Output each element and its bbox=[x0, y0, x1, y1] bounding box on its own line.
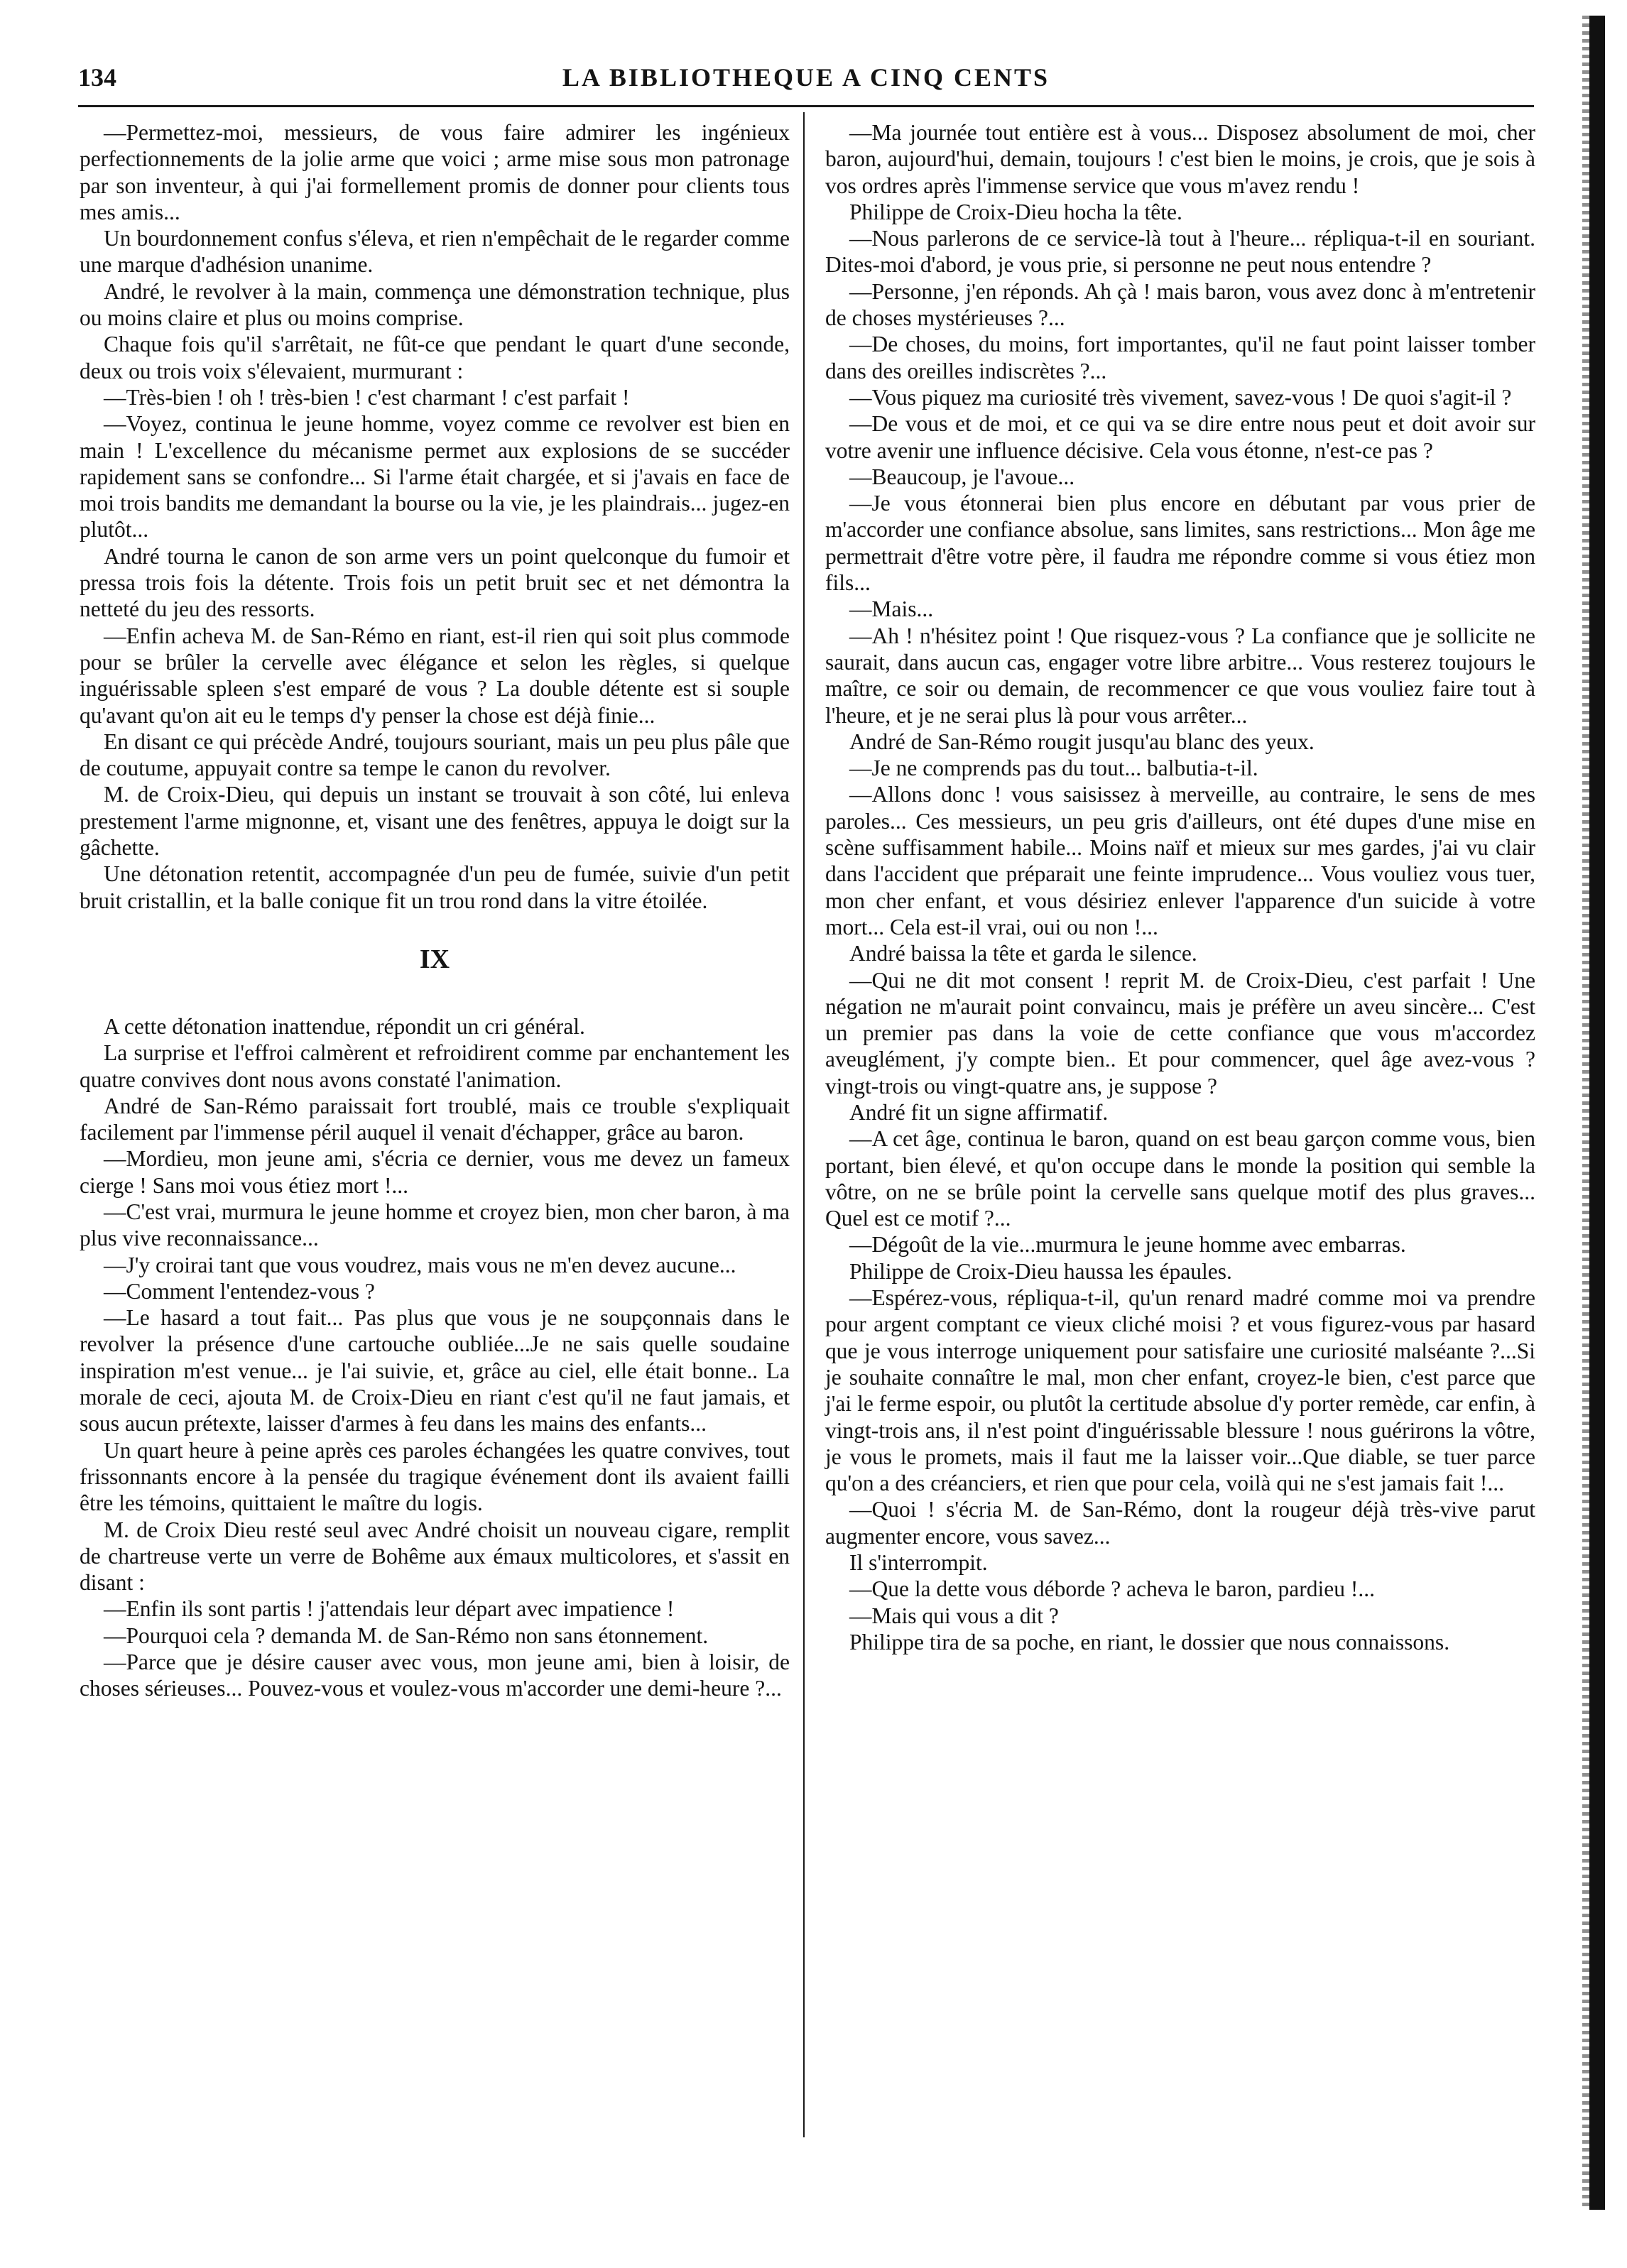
paragraph: —A cet âge, continua le baron, quand on est beau garçon comme vous, bien portant, bien élevé, et qu'on occupe dans le monde la position qui semble la vôtre, on ne se brûle point la cervelle sans quelque motif des plus graves... Quel est ce motif ?... bbox=[825, 1126, 1535, 1231]
paragraph: —Nous parlerons de ce service-là tout à l'heure... répliqua-t-il en souriant. Dites-moi d'abord, je vous prie, si personne ne peut nous entendre ? bbox=[825, 226, 1535, 278]
paragraph: Un quart heure à peine après ces paroles échangées les quatre convives, tout frissonnants encore à la pensée du tragique événement dont ils avaient failli être les témoins, quittaient le maître du logis. bbox=[80, 1437, 790, 1516]
chapter-heading: IX bbox=[419, 944, 450, 974]
paragraph: —Mais qui vous a dit ? bbox=[849, 1603, 1059, 1628]
paragraph: —Mordieu, mon jeune ami, s'écria ce dernier, vous me devez un fameux cierge ! Sans moi vous étiez mort !... bbox=[80, 1146, 790, 1198]
paragraph: —Allons donc ! vous saisissez à merveille, au contraire, le sens de mes paroles... Ces messieurs, un peu gris d'ailleurs, ont été dupes d'une mise en scène suffisamment habile... Moins naïf et mieux sur mes gardes, j'ai vu clair dans l'accident que préparait une feinte imprudence... Vous vouliez vous tuer, mon cher enfant, et vous désiriez enlever l'apparence d'un suicide à votre mort... Cela est-il vrai, oui ou non !... bbox=[825, 782, 1535, 939]
page-number: 134 bbox=[78, 63, 116, 92]
binding-edge bbox=[1589, 16, 1605, 2210]
paragraph: —Je ne comprends pas du tout... balbutia-t-il. bbox=[849, 756, 1258, 781]
paragraph: Philippe de Croix-Dieu hocha la tête. bbox=[849, 199, 1182, 224]
paragraph: —Mais... bbox=[849, 596, 934, 622]
left-column-before-heading bbox=[80, 119, 790, 914]
paragraph: —Vous piquez ma curiosité très vivement, savez-vous ! De quoi s'agit-il ? bbox=[849, 384, 1512, 410]
paragraph: —Parce que je désire causer avec vous, mon jeune ami, bien à loisir, de choses sérieuses... Pouvez-vous et voulez-vous m'accorder une demi-heure ?... bbox=[80, 1650, 790, 1701]
running-title: LA BIBLIOTHEQUE A CINQ CENTS bbox=[562, 63, 1050, 92]
paragraph: —C'est vrai, murmura le jeune homme et croyez bien, mon cher baron, à ma plus vive reconnaissance... bbox=[80, 1199, 790, 1251]
paragraph: André de San-Rémo paraissait fort troublé, mais ce trouble s'expliquait facilement par l'immense péril auquel il venait d'échapper, grâce au baron. bbox=[80, 1093, 790, 1145]
paragraph: —Ma journée tout entière est à vous... Disposez absolument de moi, cher baron, aujourd'hui, demain, toujours ! c'est bien le moins, je crois, que je sois à vos ordres après l'immense service que vous m'avez rendu ! bbox=[825, 120, 1535, 198]
binding-edge-fray bbox=[1582, 16, 1589, 2210]
left-column bbox=[80, 119, 790, 1702]
paragraph: —Beaucoup, je l'avoue... bbox=[849, 464, 1075, 489]
paragraph: Philippe de Croix-Dieu haussa les épaules. bbox=[849, 1258, 1232, 1284]
paragraph: La surprise et l'effroi calmèrent et refroidirent comme par enchantement les quatre convives dont nous avons constaté l'animation. bbox=[80, 1040, 790, 1092]
paragraph: M. de Croix Dieu resté seul avec André choisit un nouveau cigare, remplit de chartreuse verte un verre de Bohême aux émaux multicolores, et s'assit en disant : bbox=[80, 1517, 790, 1596]
left-column-after-heading bbox=[80, 1013, 790, 1702]
paragraph: —Très-bien ! oh ! très-bien ! c'est charmant ! c'est parfait ! bbox=[104, 384, 630, 410]
paragraph: André tourna le canon de son arme vers un point quelconque du fumoir et pressa trois fois la détente. Trois fois un petit bruit sec et net démontra la netteté du jeu des ressorts. bbox=[80, 543, 790, 622]
paragraph: Philippe tira de sa poche, en riant, le dossier que nous connaissons. bbox=[849, 1629, 1450, 1654]
header-rule bbox=[78, 105, 1534, 107]
paragraph: —Voyez, continua le jeune homme, voyez comme ce revolver est bien en main ! L'excellence du mécanisme permet aux explosions de se succéder rapidement sans se confondre... Si l'arme était chargée, et si j'avais en face de moi trois bandits me demandant la bourse ou la vie, je les plaindrais... jugez-en plutôt... bbox=[80, 411, 790, 543]
paragraph: André de San-Rémo rougit jusqu'au blanc des yeux. bbox=[849, 729, 1315, 754]
paragraph: Une détonation retentit, accompagnée d'un peu de fumée, suivie d'un petit bruit cristallin, et la balle conique fit un trou rond dans la vitre étoilée. bbox=[80, 861, 790, 913]
paragraph: —Personne, j'en réponds. Ah çà ! mais baron, vous avez donc à m'entretenir de choses mystérieuses ?... bbox=[825, 278, 1535, 331]
paragraph: André fit un signe affirmatif. bbox=[849, 1099, 1109, 1125]
paragraph: —Permettez-moi, messieurs, de vous faire admirer les ingénieux perfectionnements de la jolie arme que voici ; arme mise sous mon patronage par son inventeur, à qui j'ai formellement promis de donner pour clients tous mes amis... bbox=[80, 120, 790, 224]
paragraph: —Qui ne dit mot consent ! reprit M. de Croix-Dieu, c'est parfait ! Une négation ne m'aurait point convaincu, mais je préfère un aveu sincère... C'est un premier pas dans la voie de cette confiance que vous m'accordez aveuglément, j'y compte bien.. Et pour commencer, quel âge avez-vous ? vingt-trois ou vingt-quatre ans, je suppose ? bbox=[825, 967, 1535, 1098]
paragraph: M. de Croix-Dieu, qui depuis un instant se trouvait à son côté, lui enleva prestement l'arme mignonne, et, visant une des fenêtres, appuya le doigt sur la gâchette. bbox=[80, 782, 790, 861]
paragraph: —De choses, du moins, fort importantes, qu'il ne faut point laisser tomber dans des oreilles indiscrètes ?... bbox=[825, 332, 1535, 383]
paragraph: —Dégoût de la vie...murmura le jeune homme avec embarras. bbox=[849, 1232, 1406, 1258]
paragraph: André baissa la tête et garda le silence. bbox=[849, 941, 1197, 966]
paragraph: —Pourquoi cela ? demanda M. de San-Rémo non sans étonnement. bbox=[104, 1623, 709, 1648]
paragraph: —Enfin ils sont partis ! j'attendais leur départ avec impatience ! bbox=[104, 1596, 675, 1622]
page-header bbox=[78, 62, 1534, 105]
paragraph: —Ah ! n'hésitez point ! Que risquez-vous ? La confiance que je sollicite ne saurait, dans aucun cas, engager votre libre arbitre... Vous resterez toujours le maître, ce soir ou demain, de recommencer ce que vous vouliez faire tout à l'heure, et je ne serai plus là pour vous arrêter... bbox=[825, 623, 1535, 728]
paragraph: Un bourdonnement confus s'éleva, et rien n'empêchait de le regarder comme une marque d'adhésion unanime. bbox=[80, 226, 790, 278]
paragraph: —Comment l'entendez-vous ? bbox=[104, 1278, 375, 1304]
paragraph: Chaque fois qu'il s'arrêtait, ne fût-ce que pendant le quart d'une seconde, deux ou trois voix s'élevaient, murmurant : bbox=[80, 332, 790, 383]
paragraph: A cette détonation inattendue, répondit un cri général. bbox=[104, 1013, 585, 1039]
paragraph: —Le hasard a tout fait... Pas plus que vous je ne soupçonnais dans le revolver la présence d'une cartouche oubliée...Je ne sais quelle soudaine inspiration m'est venue... je l'ai suivie, et, grâce au ciel, elle était bonne.. La morale de ceci, ajouta M. de Croix-Dieu en riant c'est qu'il ne faut jamais, et sous aucun prétexte, laisser d'armes à feu dans les mains des enfants... bbox=[80, 1305, 790, 1436]
paragraph: —Je vous étonnerai bien plus encore en débutant par vous prier de m'accorder une confiance absolue, sans limites, sans restrictions... Mon âge me permettrait d'être votre père, il faudra me répondre comme si vous étiez mon fils... bbox=[825, 491, 1535, 596]
paragraph: —Quoi ! s'écria M. de San-Rémo, dont la rougeur déjà très-vive parut augmenter encore, vous savez... bbox=[825, 1497, 1535, 1549]
paragraph: —De vous et de moi, et ce qui va se dire entre nous peut et doit avoir sur votre avenir une influence décisive. Cela vous étonne, n'est-ce pas ? bbox=[825, 411, 1535, 463]
paragraph: —Enfin acheva M. de San-Rémo en riant, est-il rien qui soit plus commode pour se brûler la cervelle avec élégance et selon les règles, si quelque inguérissable spleen s'est emparé de vous ? La double détente est si souple qu'avant qu'on ait eu le temps d'y penser la chose est déjà finie... bbox=[80, 623, 790, 728]
paragraph: —J'y croirai tant que vous voudrez, mais vous ne m'en devez aucune... bbox=[104, 1252, 736, 1277]
column-divider bbox=[803, 112, 805, 2137]
paragraph: Il s'interrompit. bbox=[849, 1550, 988, 1576]
paragraph: André, le revolver à la main, commença une démonstration technique, plus ou moins claire et plus ou moins comprise. bbox=[80, 278, 790, 331]
right-column bbox=[825, 119, 1535, 1655]
paragraph: —Espérez-vous, répliqua-t-il, qu'un renard madré comme moi va prendre pour argent comptant ce vieux cliché moisi ? et vous figurez-vous par hasard que je vous interroge uniquement pour satisfaire une curiosité malséante ?...Si je souhaite connaître le mal, mon cher enfant, croyez-le bien, c'est parce que j'ai le ferme espoir, ou plutôt la certitude absolue d'y porter remède, car enfin, à vingt-trois ans, il n'est point d'inguérissable blessure ! nous guérirons la vôtre, je vous le promets, mais il faut me la laisser voir...Que diable, se tuer parce qu'on a des créanciers, et rien que pour cela, voilà qui ne s'est jamais fait !... bbox=[825, 1285, 1535, 1496]
paragraph: En disant ce qui précède André, toujours souriant, mais un peu plus pâle que de coutume, appuyait contre sa tempe le canon du revolver. bbox=[80, 729, 790, 781]
paragraph: —Que la dette vous déborde ? acheva le baron, pardieu !... bbox=[849, 1576, 1375, 1602]
